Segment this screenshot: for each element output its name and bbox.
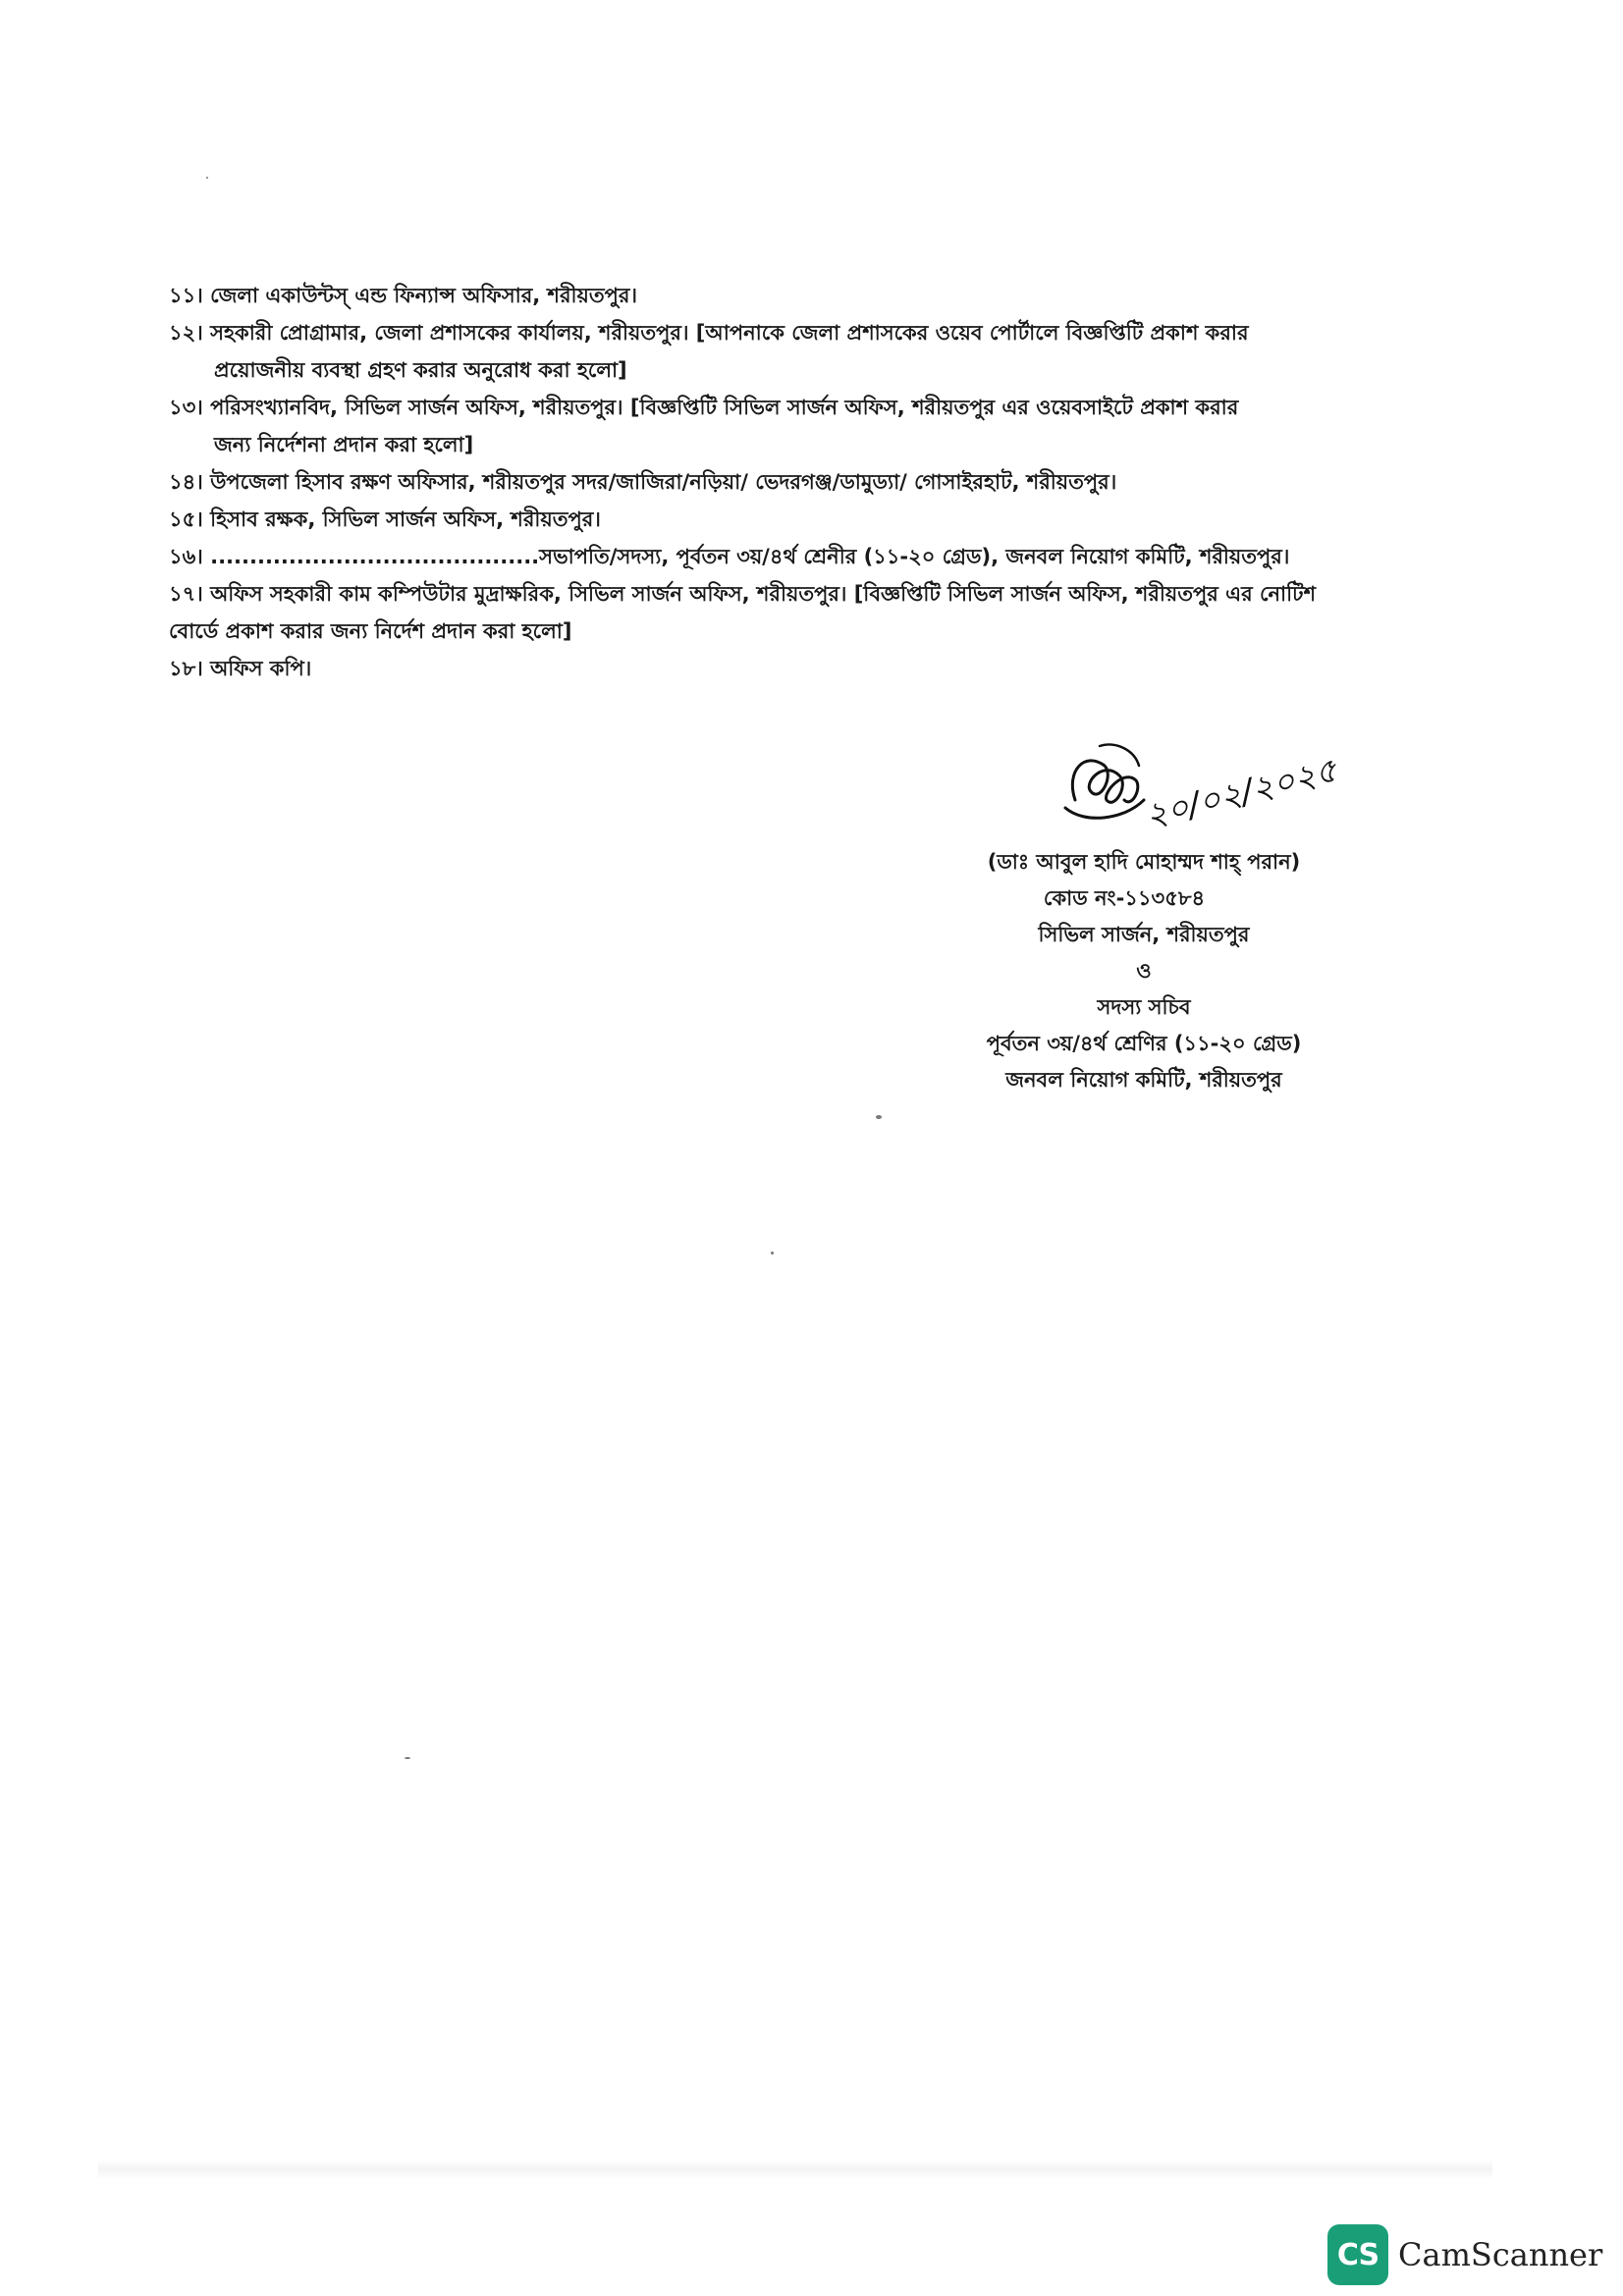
distribution-item-17 — [169, 575, 1445, 650]
distribution-item-text: ১৪। উপজেলা হিসাব রক্ষণ অফিসার, শরীয়তপুর সদর/জাজিরা/নড়িয়া/ ভেদরগঞ্জ/ডামুড্যা/ গোসাইরহাট, শরীয়তপুর। — [169, 470, 1117, 494]
scan-speck — [405, 1757, 410, 1759]
distribution-item-15 — [169, 501, 1445, 538]
distribution-item-12 — [169, 314, 1445, 389]
committee-line-1: পূর্বতন ৩য়/৪র্থ শ্রেণির (১১-২০ গ্রেড) — [986, 1032, 1302, 1055]
signatory-designation: সিভিল সার্জন, শরীয়তপুর — [1038, 923, 1250, 946]
camscanner-brand: CamScanner — [1398, 2236, 1603, 2273]
distribution-item-16 — [169, 538, 1445, 575]
signature-block — [933, 844, 1355, 1098]
scan-speck — [206, 177, 208, 179]
camscanner-logo-icon: CS — [1327, 2224, 1388, 2285]
signatory-code: কোড নং-১১৩৫৮৪ — [1043, 886, 1206, 910]
distribution-item-text: ১৩। পরিসংখ্যানবিদ, সিভিল সার্জন অফিস, শরীয়তপুর। [বিজ্ঞপ্তিটি সিভিল সার্জন অফিস, শরীয়তপুর এর ওয়েবসাইটে প্রকাশ করার — [169, 396, 1239, 419]
scan-speck — [771, 1252, 774, 1255]
distribution-item-11 — [169, 277, 1445, 314]
distribution-item-text: ১৭। অফিস সহকারী কাম কম্পিউটার মুদ্রাক্ষরিক, সিভিল সার্জন অফিস, শরীয়তপুর। [বিজ্ঞপ্তিটি সিভিল সার্জন অফিস, শরীয়তপুর এর নোটিশ — [169, 582, 1317, 606]
distribution-item-text: ১৬। ..........................................সভাপতি/সদস্য, পূর্বতন ৩য়/৪র্থ শ্রেনীর (১১-২০ গ্রেড), জনবল নিয়োগ কমিটি, শরীয়তপুর। — [169, 545, 1290, 568]
distribution-item-continuation: প্রয়োজনীয় ব্যবস্থা গ্রহণ করার অনুরোধ করা হলো] — [214, 358, 627, 382]
distribution-item-continuation: জন্য নির্দেশনা প্রদান করা হলো] — [214, 433, 474, 456]
scan-shadow — [98, 2160, 1492, 2179]
signatory-conjunction: ও — [1136, 959, 1152, 983]
distribution-item-14 — [169, 463, 1445, 501]
distribution-item-continuation: বোর্ডে প্রকাশ করার জন্য নির্দেশ প্রদান করা হলো] — [169, 619, 572, 643]
distribution-item-text: ১৮। অফিস কপি। — [169, 657, 312, 680]
distribution-item-13 — [169, 389, 1445, 463]
camscanner-watermark — [1327, 2224, 1602, 2285]
scan-speck — [876, 1115, 882, 1119]
signatory-name: (ডাঃ আবুল হাদি মোহাম্মদ শাহ্ পরান) — [987, 850, 1301, 874]
distribution-list — [169, 277, 1445, 687]
distribution-item-text: ১২। সহকারী প্রোগ্রামার, জেলা প্রশাসকের কার্যালয়, শরীয়তপুর। [আপনাকে জেলা প্রশাসকের ওয়েব পোর্টালে বিজ্ঞপ্তিটি প্রকাশ করার — [169, 321, 1249, 345]
signatory-role: সদস্য সচিব — [1097, 995, 1191, 1019]
distribution-item-text: ১৫। হিসাব রক্ষক, সিভিল সার্জন অফিস, শরীয়তপুর। — [169, 507, 601, 531]
distribution-item-text: ১১। জেলা একাউন্টস্ এন্ড ফিন্যান্স অফিসার, শরীয়তপুর। — [169, 284, 637, 307]
signature-date: ২০/০২/২০২৫ — [1141, 750, 1341, 836]
handwritten-signature — [1046, 731, 1341, 849]
distribution-item-18 — [169, 650, 1445, 687]
committee-line-2: জনবল নিয়োগ কমিটি, শরীয়তপুর — [1005, 1068, 1282, 1092]
